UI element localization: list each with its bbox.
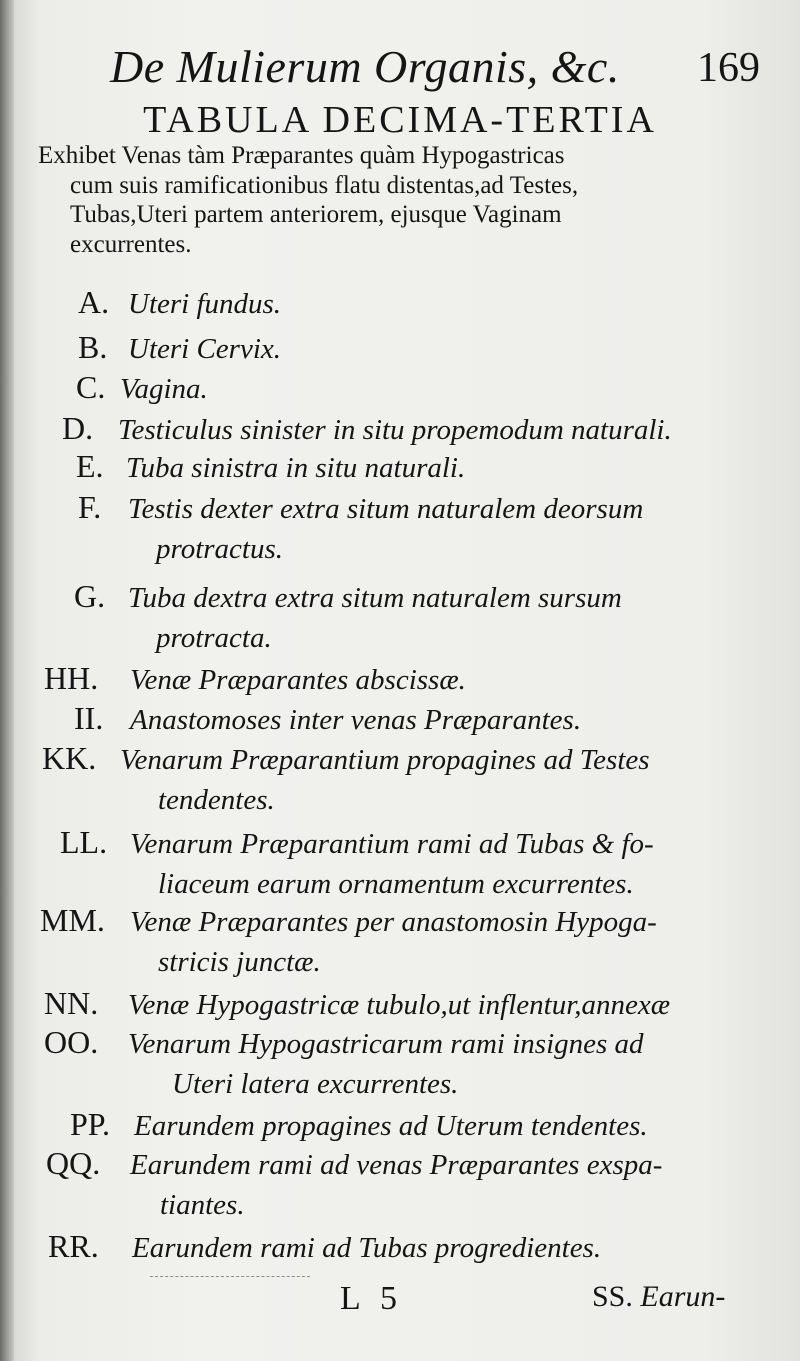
entry-text: Venarum Præparantium rami ad Tubas & fo- liaceum earum ornamentum excurrentes.	[130, 828, 654, 900]
catchword-word: Earun-	[640, 1280, 726, 1313]
entry-key: NN.	[44, 985, 99, 1021]
entry-text: Testiculus sinister in situ propemodum naturali.	[118, 414, 672, 446]
entry-key: F.	[78, 489, 102, 525]
entry-key: B.	[78, 329, 108, 365]
catchword-key: SS.	[592, 1280, 633, 1313]
entry-text: Venæ Præparantes per anastomosin Hypoga- stricis junctæ.	[130, 906, 657, 978]
entry-text: Tuba sinistra in situ naturali.	[126, 452, 466, 484]
entry-text: Venarum Hypogastricarum rami insignes ad Uteri latera excurrentes.	[128, 1028, 644, 1100]
entry-text: Tuba dextra extra situm naturalem sursum protracta.	[128, 582, 622, 654]
description-line: Exhibet Venas tàm Præparantes quàm Hypogastricas	[38, 142, 565, 169]
entry-key: D.	[62, 410, 94, 446]
entry-key: MM.	[40, 902, 105, 938]
entry-text: Earundem rami ad venas Præparantes exspa- tiantes.	[130, 1149, 663, 1221]
catchword	[592, 1280, 725, 1314]
entry-key: OO.	[44, 1024, 99, 1060]
entry-text: Vagina.	[120, 373, 208, 405]
entry-key: PP.	[70, 1106, 111, 1142]
running-title: De Mulierum Organis, &c.	[110, 41, 620, 92]
description-line: Tubas,Uteri partem anteriorem, ejusque Vaginam	[70, 201, 562, 228]
entry-key: E.	[76, 448, 104, 484]
description-line: cum suis ramificationibus flatu distentas,ad Testes,	[70, 171, 579, 199]
page-number: 169	[697, 45, 760, 91]
entry-key: QQ.	[46, 1145, 101, 1181]
entry-key: RR.	[48, 1228, 99, 1264]
entry-text: Uteri Cervix.	[128, 333, 282, 365]
entry-key: HH.	[44, 660, 99, 696]
entry-text: Anastomoses inter venas Præparantes.	[130, 704, 582, 736]
entry-text: Earundem rami ad Tubas progredientes.	[132, 1232, 602, 1264]
entry-text: Earundem propagines ad Uterum tendentes.	[134, 1110, 648, 1142]
entry-key: A.	[78, 284, 110, 320]
binding-gutter	[0, 0, 14, 1361]
page-footer	[0, 1268, 800, 1328]
entry-text: Venarum Præparantium propagines ad Testes tendentes.	[120, 744, 650, 816]
entry-key: LL.	[60, 824, 108, 860]
signature-mark: L 5	[340, 1280, 404, 1317]
entry-key: KK.	[42, 740, 97, 776]
entry-text: Testis dexter extra situm naturalem deorsum protractus.	[128, 493, 644, 565]
entry-key: II.	[74, 700, 104, 736]
entry-text: Venæ Præparantes abscissæ.	[130, 664, 466, 696]
entry-text: Uteri fundus.	[128, 288, 282, 320]
entry-key: G.	[74, 578, 106, 614]
running-head	[110, 40, 760, 100]
description-line: excurrentes.	[70, 230, 192, 258]
plate-description	[30, 141, 770, 259]
entry-text: Venæ Hypogastricæ tubulo,ut inflentur,annexæ	[128, 989, 671, 1021]
plate-title: TABULA DECIMA-TERTIA	[143, 99, 657, 141]
entry-key: C.	[76, 369, 106, 405]
